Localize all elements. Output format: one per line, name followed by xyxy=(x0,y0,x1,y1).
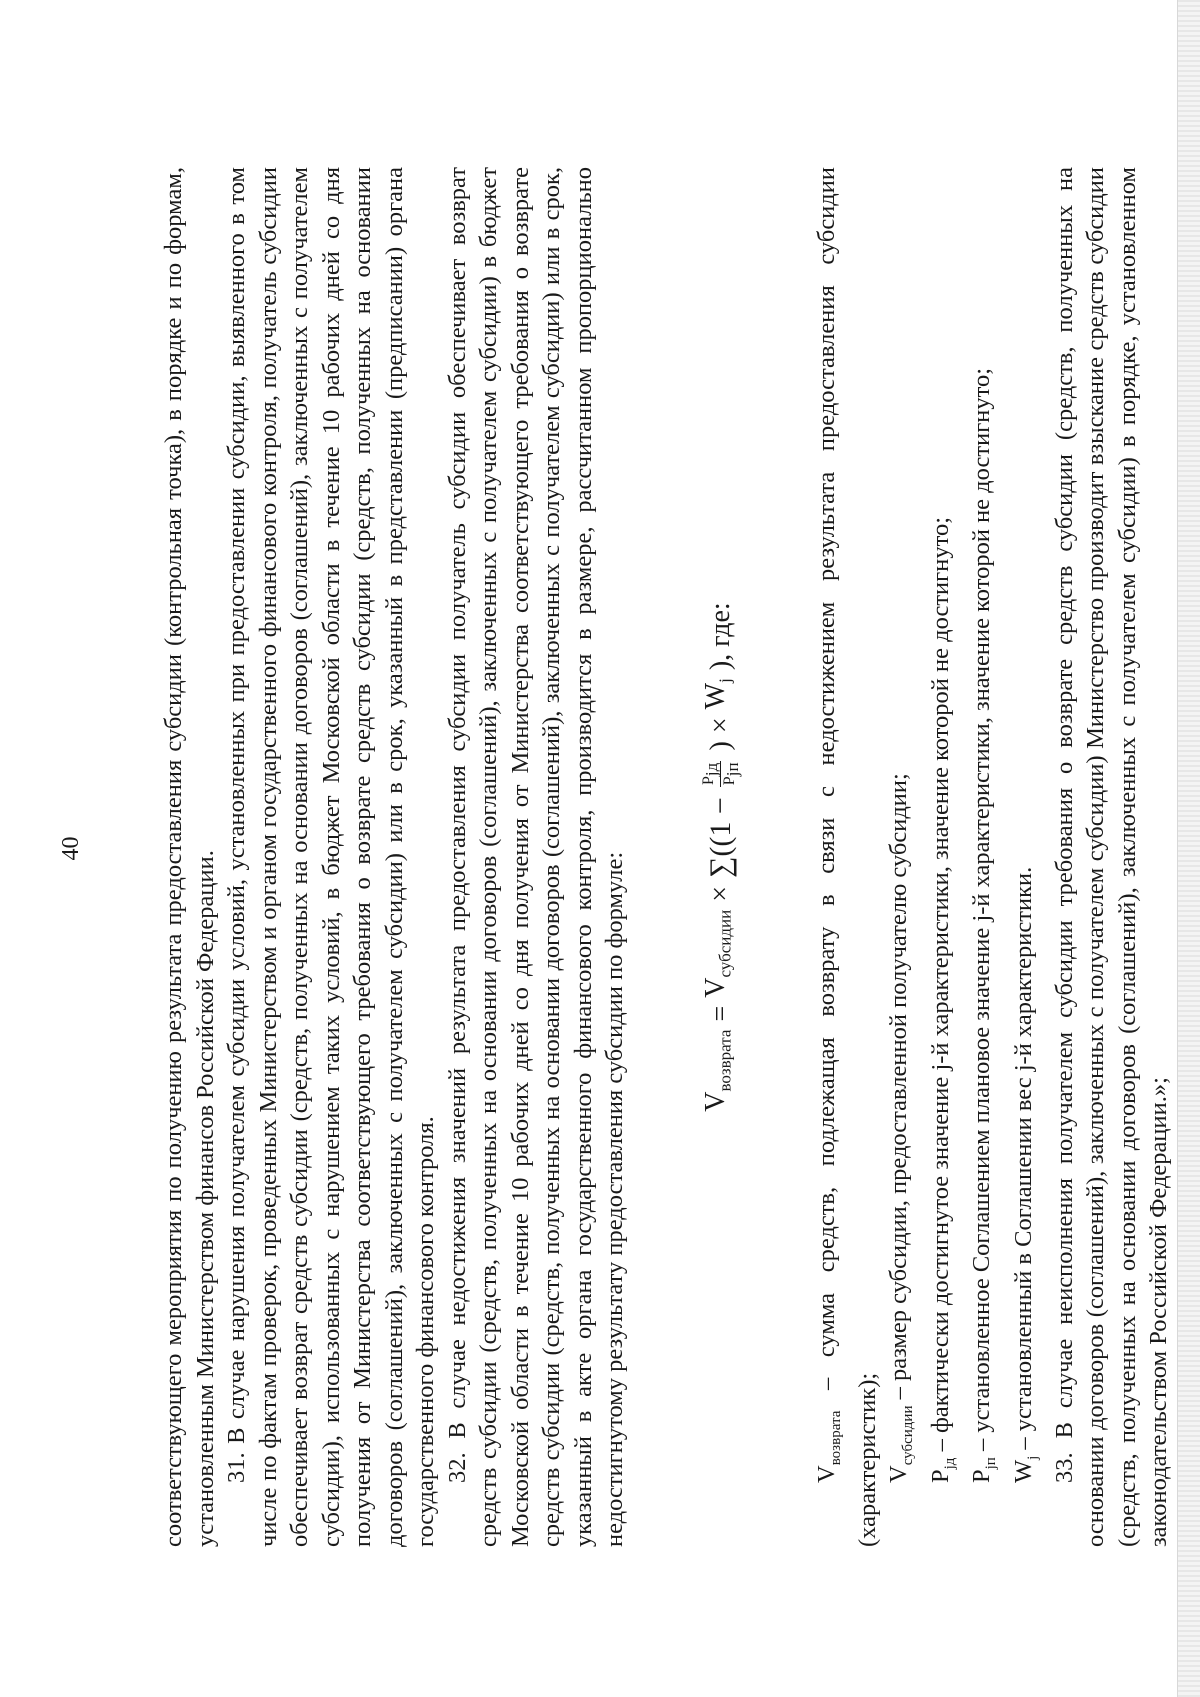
formula-weight: $W_j$ xyxy=(699,678,735,710)
formula-times: × xyxy=(704,885,736,902)
formula-times-2: × xyxy=(704,717,736,734)
paragraph-31: 31. В случае нарушения получателем субсидии условий, установленных при предоставлении субсидии, выявленного в том числе по фактам проверок, проведенных Министерством и органом государственного финансового контроля, получатель субсидии обеспечивает возврат средств субсидии (средств, полученных на основании договоров (соглашений), заключенных с получателем субсидии), использованных с нарушением таких условий, в бюджет Московской области в течение 10 рабочих дней со дня получения от Министерства соответствующего требования о возврате средств субсидии (средств, полученных на основании договоров (соглашений), заключенных с получателем субсидии) или в срок, указанный в представлении (предписании) органа государственного финансового контроля. xyxy=(223,167,439,1547)
definition-p-jp: $P_{jп}$ – установленное Соглашением плановое значение j-й характеристики, значение которой не достигнуто; xyxy=(968,367,1000,1483)
definition-p-jd: $P_{jд}$ – фактически достигнутое значение j-й характеристики, значение которой не достигнуто; xyxy=(926,516,958,1483)
formula-lhs: $V_{возврата}$ xyxy=(699,1029,735,1112)
fraction-numerator: $P_{jд}$ xyxy=(699,762,721,785)
paragraph-intro: соответствующего мероприятия по получению результата предоставления субсидии (контрольная точка), в порядке и по формам, установленным Министерством финансов Российской Федерации. xyxy=(160,167,219,1547)
formula-definitions xyxy=(811,167,1049,1547)
page-number: 40 xyxy=(58,836,84,861)
definition-v-return: $V_{возврата}$ – сумма средств, подлежащая возврату в связи с недостижением результата предоставления субсидии (характеристик); xyxy=(812,167,881,1547)
paragraph-32: 32. В случае недостижения значений результата предоставления субсидии получатель субсидии обеспечивает возврат средств субсидии (средств, полученных на основании договоров (соглашений), заключенных с получателем субсидии) в бюджет Московской области в течение 10 рабочих дней со дня получения от Министерства соответствующего требования о возврате средств субсидии (средств, полученных на основании договоров (соглашений), заключенных с получателем субсидии) или в срок, указанный в акте органа государственного финансового контроля, производится в размере, рассчитанном пропорционально недостигнутому результату предоставления субсидии по формуле: xyxy=(443,167,628,1547)
formula-equals: = xyxy=(704,1005,736,1022)
definition-w-j: $W_j$ – установленный в Соглашении вес j-й характеристики. xyxy=(1009,866,1041,1483)
document-body xyxy=(158,167,1175,1547)
definition-v-subsidy: $V_{субсидии}$ – размер субсидии, предоставленной получателю субсидии; xyxy=(885,773,917,1483)
formula-sum: ∑((1 − xyxy=(703,797,737,878)
formula-v-subsidy: $V_{субсидии}$ xyxy=(699,909,735,998)
formula-close: ) xyxy=(704,741,736,751)
formula-fraction xyxy=(700,760,741,787)
formula-block xyxy=(631,167,811,1547)
return-formula xyxy=(700,602,741,1111)
fraction-denominator: $P_{jп}$ xyxy=(721,762,743,786)
formula-tail: ), где: xyxy=(704,602,736,671)
paragraph-33: 33. В случае неисполнения получателем субсидии требования о возврате средств субсидии (средств, полученных на основании договоров (соглашений), заключенных с получателем субсидии) Министерство производит взыскание средств субсидии (средств, полученных на основании договоров (соглашений), заключенных с получателем субсидии) в порядке, установленном законодательством Российской Федерации.»; xyxy=(1050,167,1173,1547)
